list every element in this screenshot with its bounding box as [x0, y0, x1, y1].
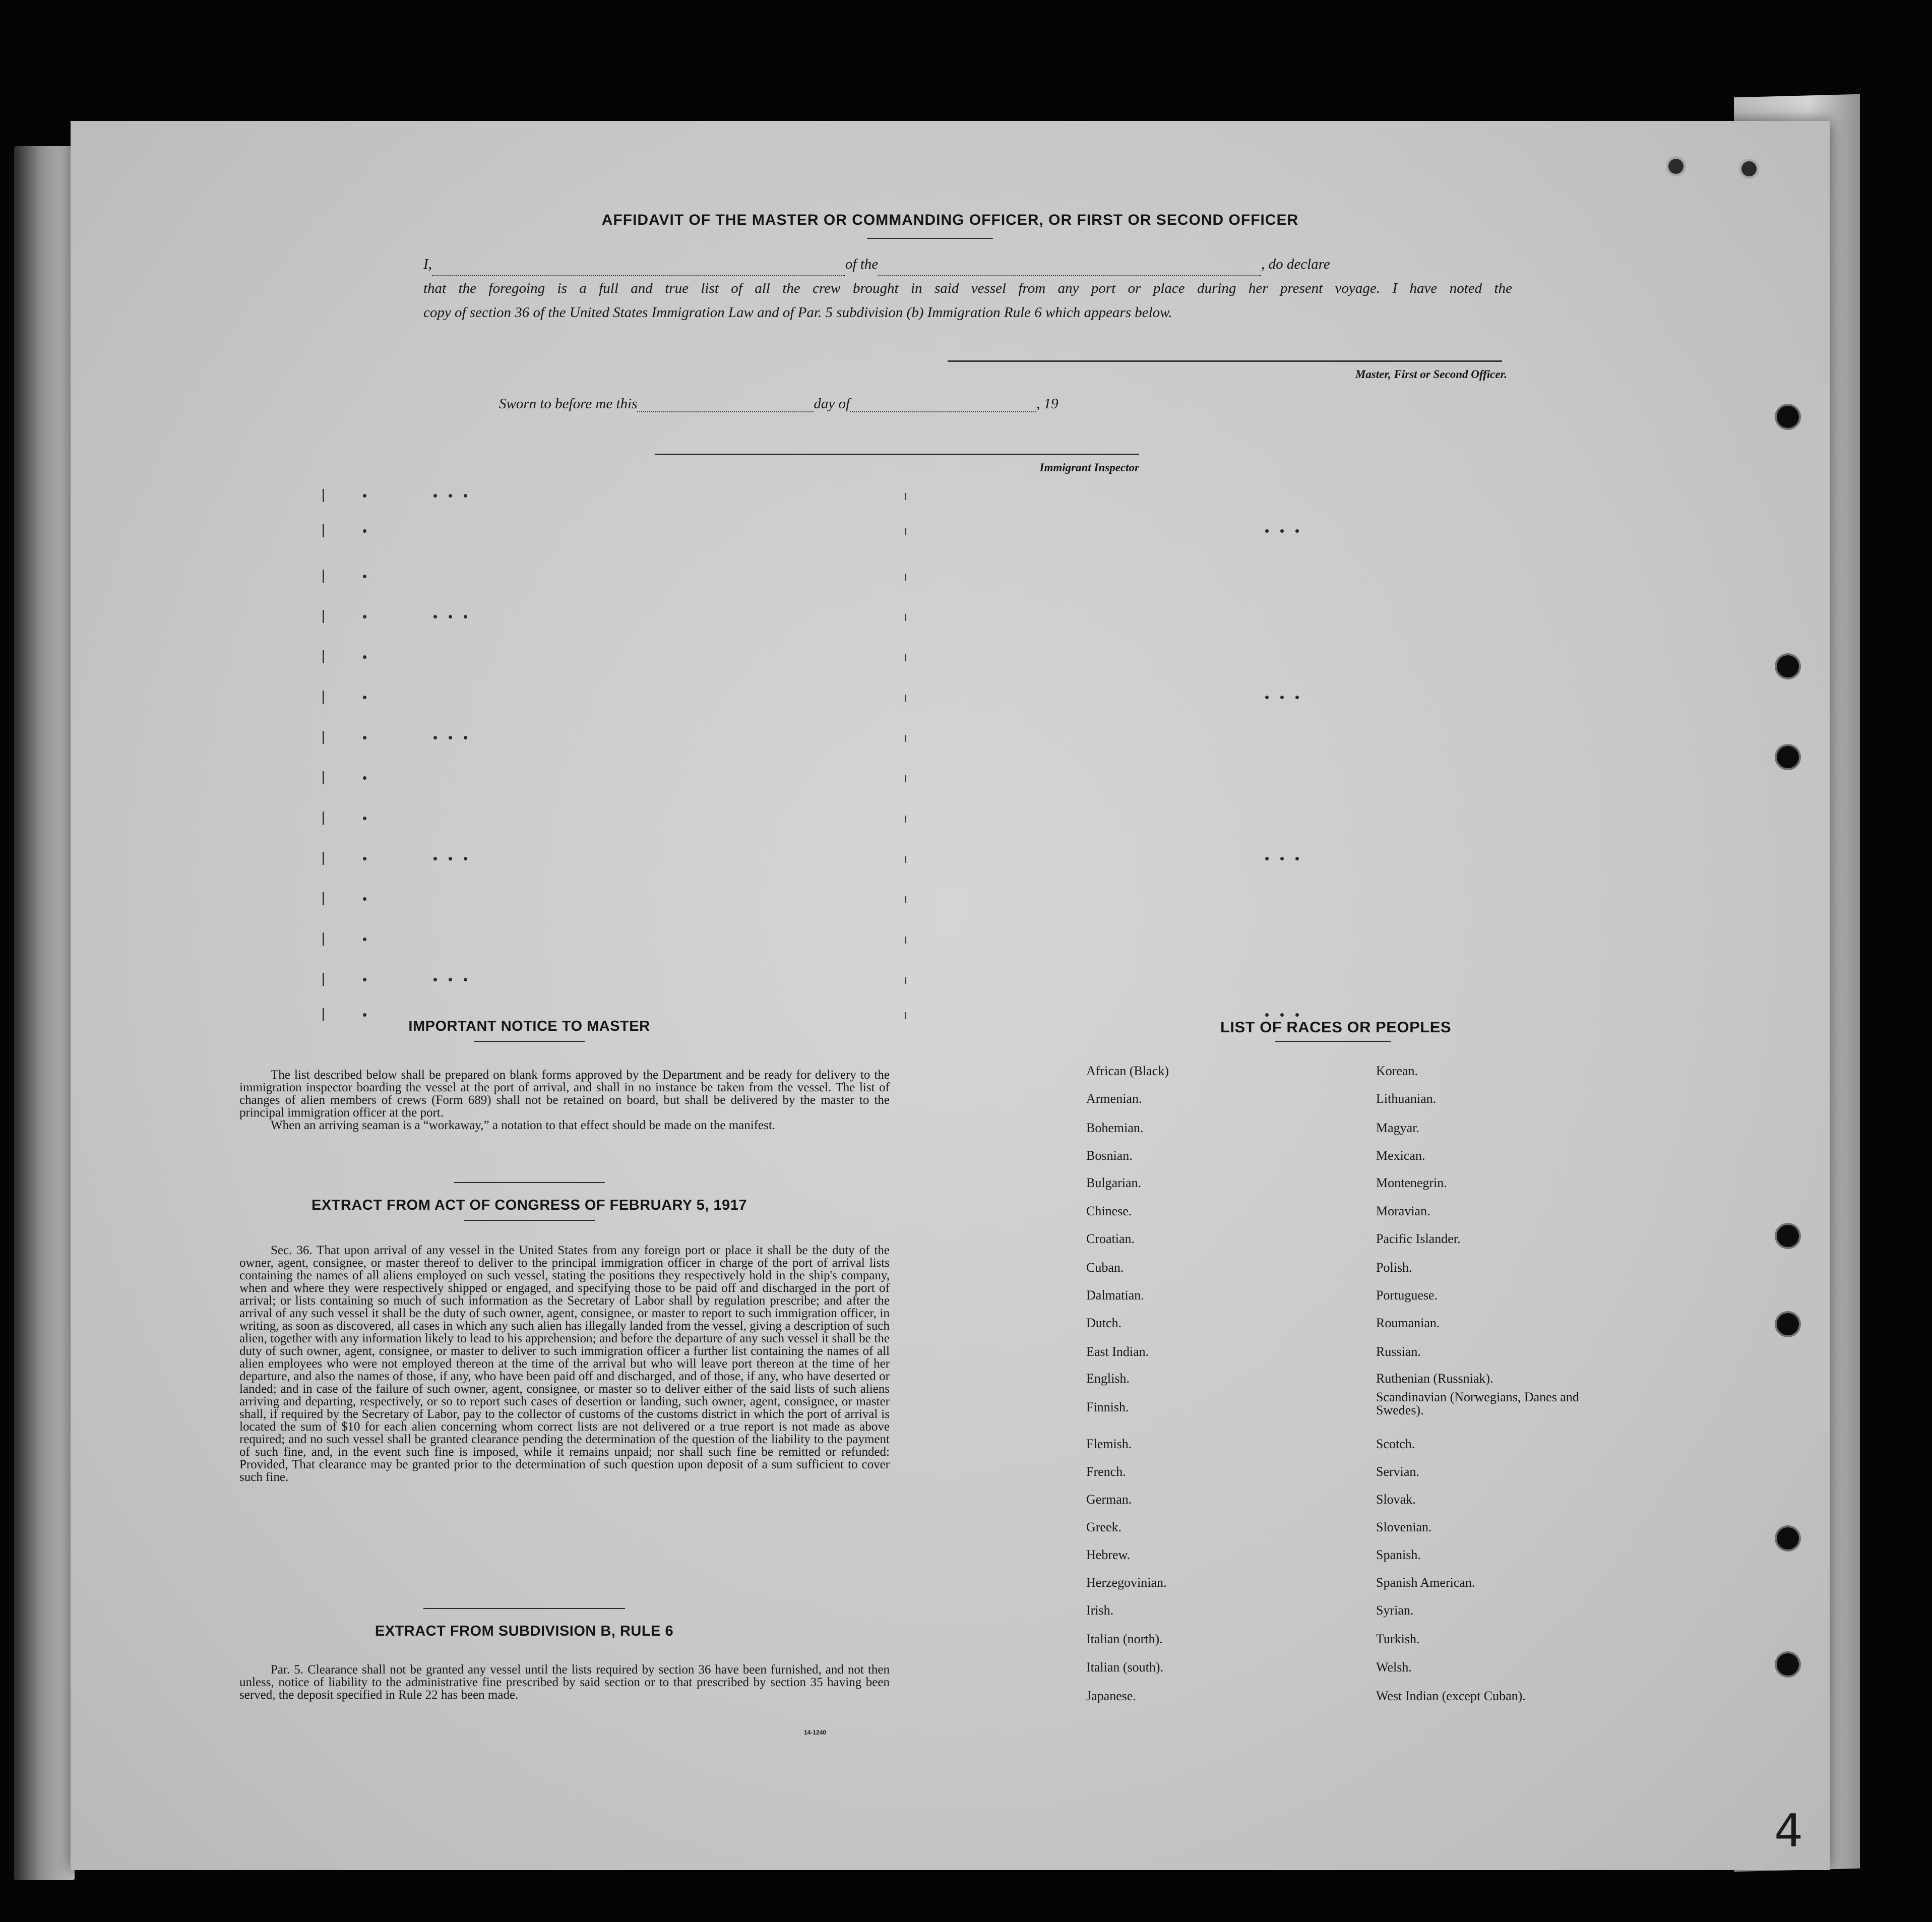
bleed-through-dot: [1280, 1013, 1284, 1017]
race-entry: Servian.: [1376, 1464, 1419, 1479]
bleed-through-dot: [363, 857, 366, 860]
sworn-label: Sworn to before me this: [499, 396, 638, 412]
race-entry: Spanish.: [1376, 1547, 1421, 1562]
bleed-through-dot: [464, 857, 467, 860]
bleed-through-dot: [363, 655, 366, 659]
race-entry: Hebrew.: [1086, 1547, 1131, 1562]
bleed-through-tick: [905, 775, 906, 782]
bleed-through-tick: [905, 493, 906, 500]
race-entry: Croatian.: [1086, 1231, 1135, 1246]
bleed-through-tick: [905, 528, 906, 535]
bleed-through-dot: [1280, 696, 1284, 699]
bleed-through-tick: [323, 892, 324, 905]
title-divider: [867, 238, 993, 239]
race-entry: Scandinavian (Norwegians, Danes and Swedes).: [1376, 1390, 1579, 1417]
race-entry: West Indian (except Cuban).: [1376, 1689, 1526, 1703]
bleed-through-tick: [323, 489, 324, 502]
notice-heading: IMPORTANT NOTICE TO MASTER: [408, 1018, 650, 1034]
race-entry: Mexican.: [1376, 1148, 1425, 1163]
race-entry: Welsh.: [1376, 1660, 1412, 1675]
binder-hole: [1668, 159, 1684, 174]
bleed-through-dot: [433, 494, 437, 498]
race-entry: Montenegrin.: [1376, 1175, 1447, 1190]
bleed-through-tick: [323, 610, 324, 623]
race-entry: Scotch.: [1376, 1437, 1415, 1451]
bleed-through-dot: [363, 615, 366, 618]
races-heading: LIST OF RACES OR PEOPLES: [1220, 1018, 1452, 1036]
race-entry: Polish.: [1376, 1260, 1412, 1275]
act-top-divider: [454, 1182, 605, 1183]
race-entry: Greek.: [1086, 1520, 1122, 1534]
race-entry: Portuguese.: [1376, 1288, 1438, 1303]
bleed-through-tick: [905, 614, 906, 621]
race-entry: African (Black): [1086, 1064, 1169, 1078]
race-entry: Slovenian.: [1376, 1520, 1432, 1534]
notice-paragraph-1: The list described below shall be prepared on blank forms approved by the Department and be ready for delivery to the immigration inspector boarding the vessel at the port of arrival, and shall in no instance be taken from the vessel. The list of changes of alien members of crews (Form 689) shall not be retained on board, but shall be delivered by the master to the principal immigration officer at the port.: [239, 1068, 890, 1120]
bleed-through-tick: [323, 650, 324, 663]
inspector-caption: Immigrant Inspector: [1039, 461, 1139, 474]
race-entry: Herzegovinian.: [1086, 1575, 1167, 1590]
bleed-through-tick: [323, 691, 324, 704]
bleed-through-dot: [1280, 857, 1284, 860]
margin-handwritten-mark: 4: [1774, 1805, 1803, 1857]
act-heading: EXTRACT FROM ACT OF CONGRESS OF FEBRUARY 5, 1917: [311, 1197, 747, 1213]
race-entry: Lithuanian.: [1376, 1091, 1437, 1106]
bleed-through-dot: [363, 938, 366, 941]
bleed-through-tick: [323, 852, 324, 865]
race-entry: Bulgarian.: [1086, 1175, 1142, 1190]
bleed-through-dot: [1295, 857, 1299, 860]
act-section-36: Sec. 36. That upon arrival of any vessel in the United States from any foreign port or place it shall be the duty of the owner, agent, consignee, or master thereof to deliver to the principal immigration officer in charge of the port of arrival lists containing the names of all aliens employed on such vessel, stating the positions they respectively hold in the ship's company, when and where they were respectively shipped or engaged, and specifying those to be paid off and discharged in the port of arrival; or lists containing so much of such information as the Secretary of Labor shall by regulation prescribe; and after the arrival of any such vessel it shall be the duty of such owner, agent, consignee, or master to report to such immigration officer, in writing, as soon as discovered, all cases in which any such alien has illegally landed from the vessel, giving a description of such alien, together with any information likely to lead to his apprehension; and before the departure of any such vessel it shall be the duty of such owner, agent, consignee, or master to deliver to such immigration officer a further list containing the names of all alien employees who were not employed thereon at the time of the arrival but who will leave port thereon at the time of her departure, and also the names of those, if any, who have been paid off and discharged, and of those, if any, who have deserted or landed; and in case of the failure of such owner, agent, consignee, or master so to deliver either of the said lists of such aliens arriving and departing, respectively, or so to report such cases of desertion or landing, such owner, agent, consignee, or master shall, if required by the Secretary of Labor, pay to the collector of customs of the customs district in which the port of arrival is located the sum of $10 for each alien concerning whom correct lists are not delivered or a true report is not made as above required; and no such vessel shall be granted clearance pending the determination of the question of the liability to the payment of such fine, and, in the event such fine is imposed, while it remains unpaid; nor shall such fine be remitted or refunded: Provided, That clearance may be granted prior to the determination of such question upon deposit of a sum sufficient to cover such fine.: [239, 1244, 890, 1484]
bleed-through-dot: [449, 736, 452, 739]
declaration-of-the: of the: [845, 256, 879, 272]
binder-hole: [1777, 1653, 1799, 1676]
binder-hole: [1777, 406, 1799, 428]
race-entry: Ruthenian (Russniak).: [1376, 1371, 1493, 1386]
binder-hole: [1777, 1313, 1799, 1335]
manifest-back-page: [71, 121, 1830, 1870]
bleed-through-dot: [433, 857, 437, 860]
bleed-through-dot: [1265, 1013, 1269, 1017]
rule-paragraph-5: Par. 5. Clearance shall not be granted any vessel until the lists required by section 36 have been furnished, and not then unless, notice of liability to the administrative fine prescribed by said section or to that prescribed by section 35 having been served, the deposit specified in Rule 22 has been made.: [239, 1663, 890, 1702]
day-of-label: day of: [814, 396, 850, 412]
bleed-through-dot: [363, 494, 366, 498]
officer-signature-caption: Master, First or Second Officer.: [1355, 368, 1507, 381]
bleed-through-dot: [363, 776, 366, 780]
bleed-through-dot: [449, 494, 452, 498]
bleed-through-tick: [905, 654, 906, 661]
declaration-block: [423, 252, 1512, 325]
declaration-do-declare: , do declare: [1261, 256, 1330, 272]
bleed-through-tick: [905, 977, 906, 984]
bleed-through-dot: [449, 615, 452, 618]
binder-hole: [1777, 655, 1799, 677]
bleed-through-dot: [449, 857, 452, 860]
race-entry: Moravian.: [1376, 1204, 1430, 1218]
rule-heading: EXTRACT FROM SUBDIVISION B, RULE 6: [375, 1623, 674, 1639]
bleed-through-tick: [323, 771, 324, 784]
race-entry: Bohemian.: [1086, 1121, 1144, 1135]
bleed-through-dot: [1265, 529, 1269, 533]
bleed-through-dot: [464, 615, 467, 618]
race-entry: Syrian.: [1376, 1603, 1414, 1618]
bleed-through-tick: [323, 570, 324, 583]
bleed-through-dot: [363, 817, 366, 820]
bleed-through-tick: [323, 973, 324, 986]
binder-hole: [1777, 1225, 1799, 1247]
declaration-i: I,: [423, 256, 432, 272]
race-entry: Pacific Islander.: [1376, 1231, 1461, 1246]
bleed-through-dot: [464, 736, 467, 739]
bleed-through-tick: [323, 731, 324, 744]
inspector-signature-line[interactable]: [655, 454, 1139, 455]
race-entry: Armenian.: [1086, 1091, 1142, 1106]
bleed-through-dot: [464, 494, 467, 498]
bleed-through-tick: [905, 816, 906, 823]
bleed-through-tick: [323, 812, 324, 825]
bleed-through-dot: [1295, 1013, 1299, 1017]
race-entry: Finnish.: [1086, 1400, 1129, 1414]
race-entry: Flemish.: [1086, 1437, 1132, 1451]
bleed-through-dot: [449, 978, 452, 981]
bleed-through-dot: [363, 696, 366, 699]
sworn-month-blank[interactable]: [850, 411, 1036, 412]
declaration-line-3: copy of section 36 of the United States Immigration Law and of Par. 5 subdivision (b) Immigration Rule 6 which appears below.: [423, 304, 1172, 321]
bleed-through-tick: [905, 1012, 906, 1019]
bleed-through-tick: [905, 937, 906, 944]
bleed-through-dot: [433, 615, 437, 618]
race-entry: French.: [1086, 1464, 1126, 1479]
bleed-through-tick: [905, 574, 906, 581]
act-text: [239, 1244, 890, 1483]
race-entry: English.: [1086, 1371, 1130, 1386]
bleed-through-tick: [905, 856, 906, 863]
race-entry: East Indian.: [1086, 1344, 1149, 1359]
race-entry: Korean.: [1376, 1064, 1418, 1078]
race-entry: Spanish American.: [1376, 1575, 1475, 1590]
race-entry: Dutch.: [1086, 1316, 1122, 1330]
race-entry: Slovak.: [1376, 1492, 1416, 1507]
bleed-through-dot: [1265, 857, 1269, 860]
rule-text: [239, 1663, 890, 1701]
notice-text: [239, 1069, 890, 1132]
race-entry: Roumanian.: [1376, 1316, 1440, 1330]
races-divider: [1275, 1041, 1391, 1042]
bleed-through-dot: [363, 529, 366, 533]
bleed-through-dot: [464, 978, 467, 981]
bleed-through-tick: [323, 524, 324, 537]
bleed-through-dot: [1265, 696, 1269, 699]
bleed-through-dot: [1295, 696, 1299, 699]
binder-hole: [1777, 746, 1799, 768]
bleed-through-dot: [433, 736, 437, 739]
bleed-through-dot: [363, 978, 366, 981]
bleed-through-dot: [1295, 529, 1299, 533]
officer-signature-line[interactable]: [948, 360, 1502, 362]
declaration-line-2: that the foregoing is a full and true list of all the crew brought in said vessel from any port or place during her present voyage. I have noted the: [423, 280, 1512, 296]
bleed-through-tick: [905, 735, 906, 742]
race-entry: Chinese.: [1086, 1204, 1132, 1218]
form-number: 14-1240: [804, 1729, 827, 1736]
race-entry: Italian (south).: [1086, 1660, 1164, 1675]
rule-top-divider: [423, 1608, 625, 1609]
race-entry: Bosnian.: [1086, 1148, 1133, 1163]
sworn-day-blank[interactable]: [637, 411, 814, 412]
notice-divider: [474, 1041, 585, 1042]
bleed-through-dot: [363, 575, 366, 578]
race-entry: Italian (north).: [1086, 1632, 1163, 1646]
bleed-through-dot: [1280, 529, 1284, 533]
bleed-through-tick: [323, 933, 324, 946]
race-entry: German.: [1086, 1492, 1132, 1507]
race-entry: Turkish.: [1376, 1632, 1420, 1646]
bleed-through-dot: [363, 897, 366, 901]
bleed-through-dot: [433, 978, 437, 981]
race-entry: Japanese.: [1086, 1689, 1136, 1703]
sworn-line: [499, 396, 1058, 412]
year-label: , 19: [1036, 396, 1058, 412]
bleed-through-tick: [905, 896, 906, 903]
binder-hole: [1741, 161, 1757, 176]
bleed-through-tick: [905, 695, 906, 702]
race-entry: Dalmatian.: [1086, 1288, 1144, 1303]
act-divider: [464, 1220, 595, 1221]
affidavit-title: AFFIDAVIT OF THE MASTER OR COMMANDING OFFICER, OR FIRST OR SECOND OFFICER: [601, 212, 1299, 228]
race-entry: Cuban.: [1086, 1260, 1124, 1275]
bleed-through-dot: [363, 1013, 366, 1017]
notice-paragraph-2: When an arriving seaman is a “workaway,” a notation to that effect should be made on the manifest.: [271, 1119, 776, 1132]
bleed-through-dot: [363, 736, 366, 739]
race-entry: Magyar.: [1376, 1121, 1419, 1135]
bleed-through-tick: [323, 1008, 324, 1021]
race-entry: Irish.: [1086, 1603, 1114, 1618]
adjacent-page-edge: [14, 146, 75, 1880]
race-entry: Russian.: [1376, 1344, 1421, 1359]
binder-hole: [1777, 1527, 1799, 1549]
